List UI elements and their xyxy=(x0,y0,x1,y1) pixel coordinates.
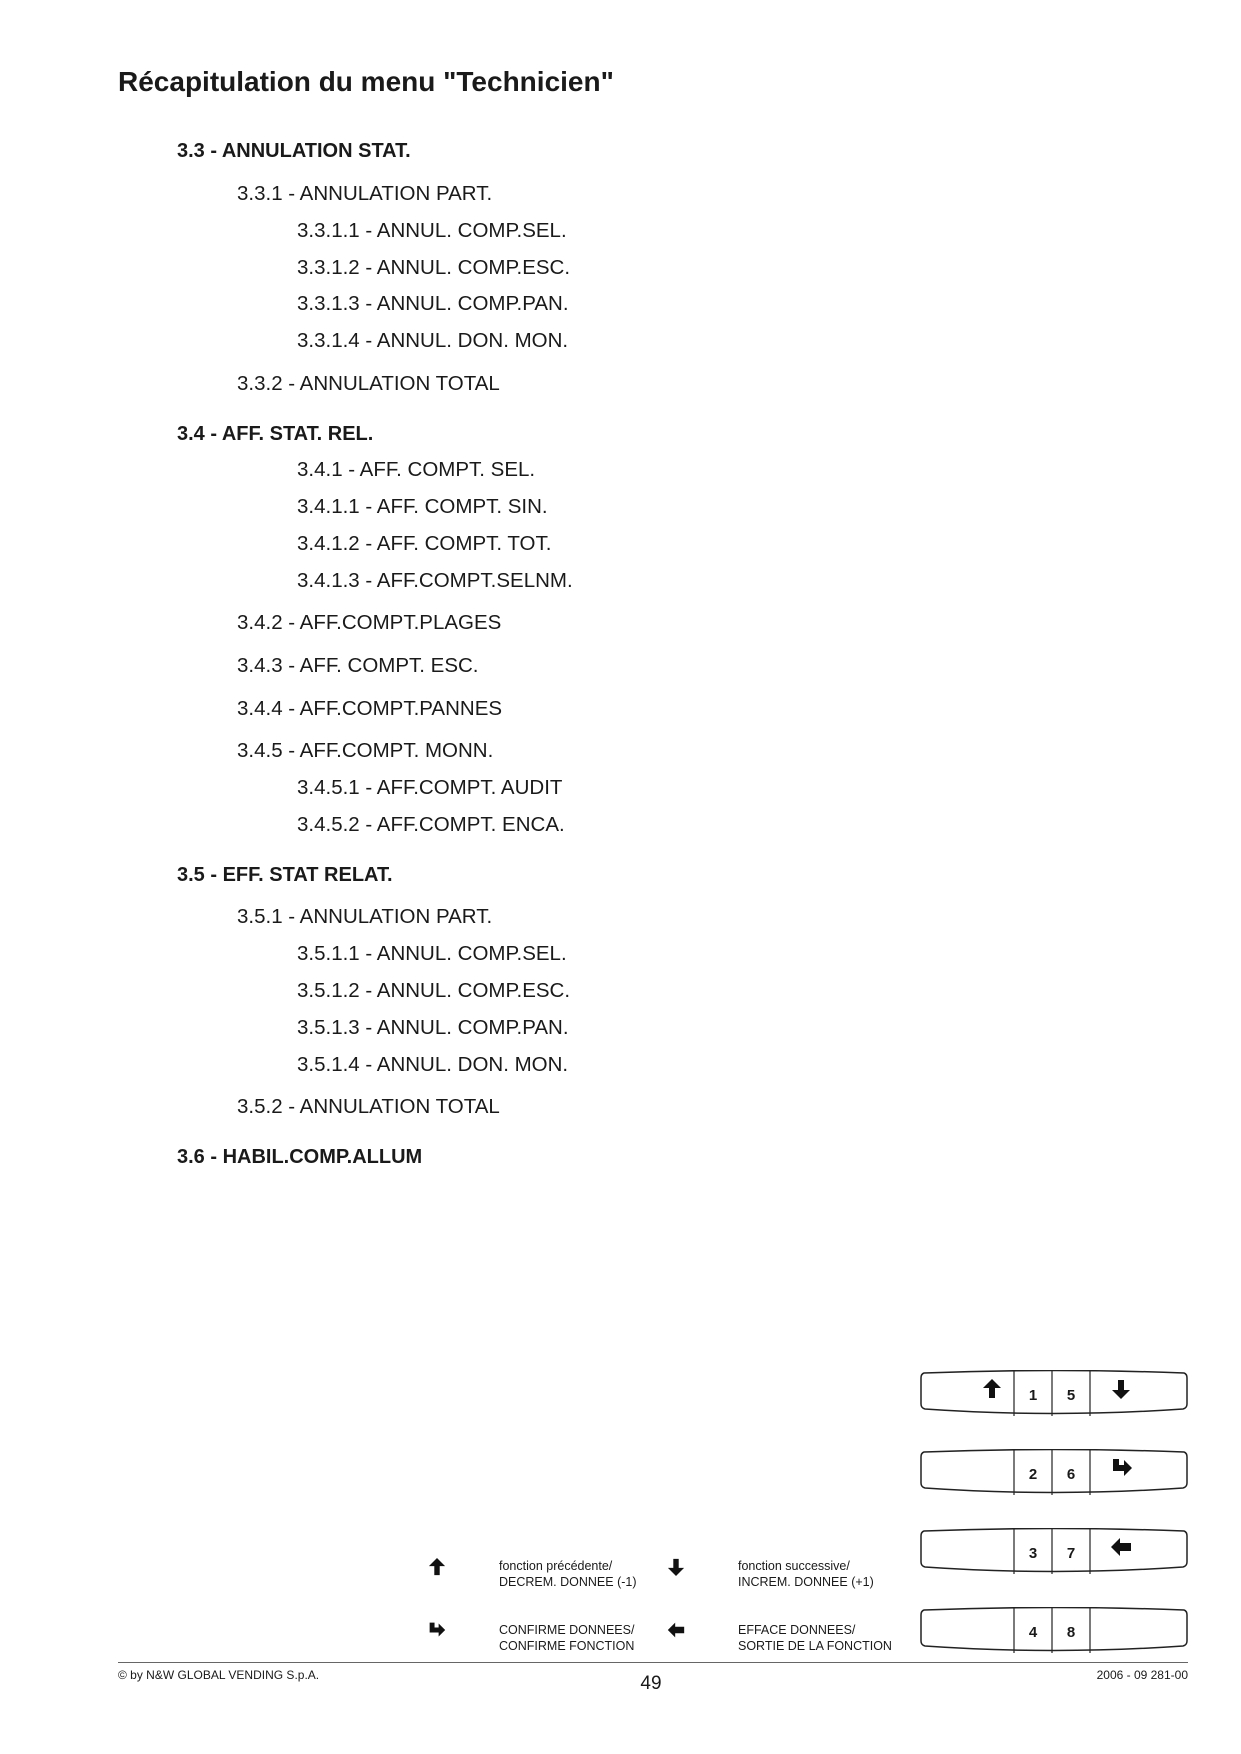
menu-item-3-4: 3.4 - AFF. STAT. REL. xyxy=(177,423,374,445)
keypad-diagram-4-8 xyxy=(920,1607,1188,1653)
menu-item-3-4-4: 3.4.4 - AFF.COMPT.PANNES xyxy=(237,697,503,720)
menu-item-3-3: 3.3 - ANNULATION STAT. xyxy=(177,140,411,162)
legend-next-line-1: fonction successive/ xyxy=(738,1559,850,1573)
arrow-up-icon xyxy=(428,1557,446,1577)
menu-item-3-5-1-1: 3.5.1.1 - ANNUL. COMP.SEL. xyxy=(297,942,567,965)
menu-item-3-4-5-1: 3.4.5.1 - AFF.COMPT. AUDIT xyxy=(297,776,563,799)
legend-erase-line-2: SORTIE DE LA FONCTION xyxy=(738,1639,892,1653)
keypad-diagram-2-6 xyxy=(920,1449,1188,1495)
menu-item-3-4-3: 3.4.3 - AFF. COMPT. ESC. xyxy=(237,654,479,677)
menu-item-3-4-1-1: 3.4.1.1 - AFF. COMPT. SIN. xyxy=(297,495,548,518)
keypad-key-5: 5 xyxy=(1066,1387,1076,1404)
legend-previous-line-2: DECREM. DONNEE (-1) xyxy=(499,1575,637,1589)
menu-item-3-5-1-2: 3.5.1.2 - ANNUL. COMP.ESC. xyxy=(297,979,571,1002)
legend-erase-line-1: EFFACE DONNEES/ xyxy=(738,1623,856,1637)
page-title: Récapitulation du menu "Technicien" xyxy=(118,66,614,97)
menu-item-3-5-1: 3.5.1 - ANNULATION PART. xyxy=(237,905,493,928)
menu-item-3-4-5: 3.4.5 - AFF.COMPT. MONN. xyxy=(237,739,494,762)
menu-item-3-3-1-3: 3.3.1.3 - ANNUL. COMP.PAN. xyxy=(297,292,569,315)
keypad-key-3: 3 xyxy=(1028,1545,1038,1562)
menu-item-3-4-5-2: 3.4.5.2 - AFF.COMPT. ENCA. xyxy=(297,813,565,836)
legend-next-function xyxy=(738,1558,874,1590)
legend-confirm xyxy=(499,1622,634,1654)
footer-doc-code: 2006 - 09 281-00 xyxy=(1096,1668,1188,1682)
keypad-key-1: 1 xyxy=(1028,1387,1038,1404)
legend-previous-function xyxy=(499,1558,637,1590)
keypad-key-2: 2 xyxy=(1028,1466,1038,1483)
menu-item-3-4-1: 3.4.1 - AFF. COMPT. SEL. xyxy=(297,458,536,481)
footer-copyright: © by N&W GLOBAL VENDING S.p.A. xyxy=(118,1668,320,1682)
menu-item-3-4-1-3: 3.4.1.3 - AFF.COMPT.SELNM. xyxy=(297,569,573,592)
legend-confirm-line-2: CONFIRME FONCTION xyxy=(499,1639,635,1653)
menu-item-3-5-1-4: 3.5.1.4 - ANNUL. DON. MON. xyxy=(297,1053,569,1076)
legend-erase xyxy=(738,1622,892,1654)
page-number: 49 xyxy=(640,1673,662,1694)
footer-divider xyxy=(118,1662,1188,1663)
menu-item-3-3-1: 3.3.1 - ANNULATION PART. xyxy=(237,182,493,205)
keypad-key-7: 7 xyxy=(1066,1545,1076,1562)
menu-item-3-3-2: 3.3.2 - ANNULATION TOTAL xyxy=(237,372,500,395)
arrow-up-icon xyxy=(982,1378,1002,1400)
keypad-diagram-3-7 xyxy=(920,1528,1188,1574)
arrow-down-icon xyxy=(667,1557,685,1577)
menu-item-3-4-1-2: 3.4.1.2 - AFF. COMPT. TOT. xyxy=(297,532,552,555)
keypad-key-6: 6 xyxy=(1066,1466,1076,1483)
keypad-key-8: 8 xyxy=(1066,1624,1076,1641)
arrow-down-icon xyxy=(1111,1378,1131,1400)
keypad-diagram-1-5 xyxy=(920,1370,1188,1416)
arrow-left-icon xyxy=(1110,1536,1132,1558)
menu-item-3-3-1-4: 3.3.1.4 - ANNUL. DON. MON. xyxy=(297,329,569,352)
keypad-key-4: 4 xyxy=(1028,1624,1038,1641)
menu-item-3-6: 3.6 - HABIL.COMP.ALLUM xyxy=(177,1146,423,1168)
menu-item-3-4-2: 3.4.2 - AFF.COMPT.PLAGES xyxy=(237,611,502,634)
confirm-arrow-icon xyxy=(428,1621,446,1639)
menu-item-3-5-1-3: 3.5.1.3 - ANNUL. COMP.PAN. xyxy=(297,1016,569,1039)
menu-item-3-5-2: 3.5.2 - ANNULATION TOTAL xyxy=(237,1095,500,1118)
legend-confirm-line-1: CONFIRME DONNEES/ xyxy=(499,1623,635,1637)
legend-next-line-2: INCREM. DONNEE (+1) xyxy=(738,1575,874,1589)
menu-item-3-3-1-2: 3.3.1.2 - ANNUL. COMP.ESC. xyxy=(297,256,571,279)
arrow-left-icon xyxy=(667,1621,685,1639)
menu-item-3-3-1-1: 3.3.1.1 - ANNUL. COMP.SEL. xyxy=(297,219,567,242)
menu-item-3-5: 3.5 - EFF. STAT RELAT. xyxy=(177,864,393,886)
legend-previous-line-1: fonction précédente/ xyxy=(499,1559,613,1573)
confirm-arrow-icon xyxy=(1111,1457,1133,1479)
